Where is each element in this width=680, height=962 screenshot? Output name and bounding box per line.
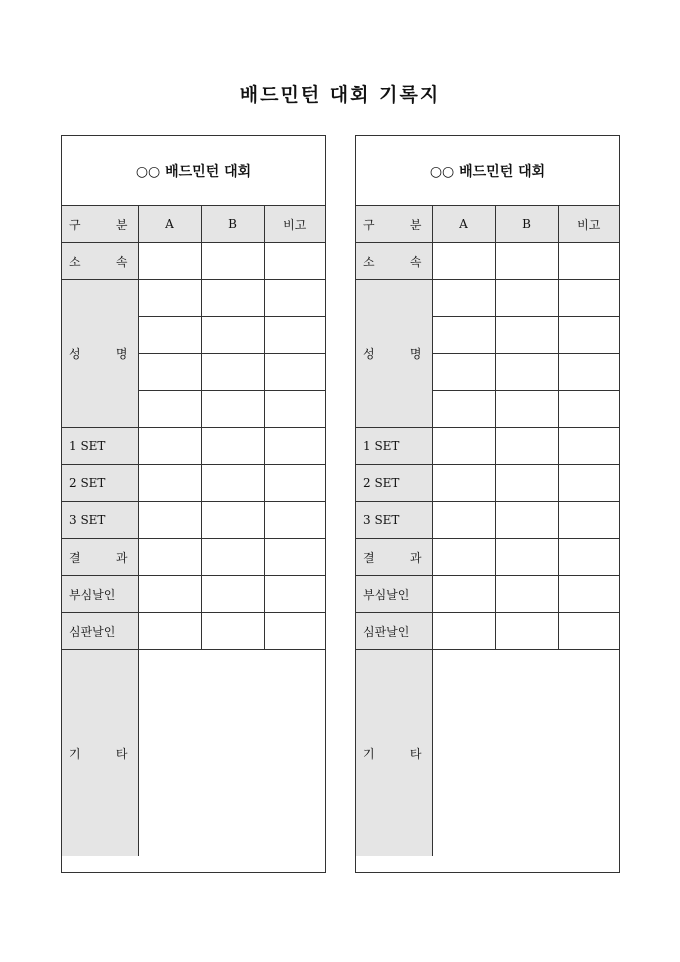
set2-a-cell[interactable] [432,465,495,502]
name-a-cell[interactable] [432,317,495,354]
name-b-cell[interactable] [201,317,264,354]
set2-b-cell[interactable] [495,465,558,502]
name-note-cell[interactable] [264,317,325,354]
name-note-cell[interactable] [558,391,619,428]
name-a-cell[interactable] [138,391,201,428]
result-note-cell[interactable] [558,539,619,576]
result-label: 결 과 [356,539,432,576]
name-b-cell[interactable] [495,354,558,391]
etc-label: 기 타 [62,650,138,857]
name-b-cell[interactable] [495,391,558,428]
set3-b-cell[interactable] [495,502,558,539]
referee-a-cell[interactable] [432,613,495,650]
assistant-referee-b-cell[interactable] [201,576,264,613]
set2-label: 2 SET [62,465,138,502]
set3-a-cell[interactable] [138,502,201,539]
affiliation-label: 소 속 [62,243,138,280]
result-b-cell[interactable] [495,539,558,576]
set1-note-cell[interactable] [264,428,325,465]
set3-note-cell[interactable] [558,502,619,539]
sheet-heading: ○○ 배드민턴 대회 [356,136,619,206]
set2-note-cell[interactable] [264,465,325,502]
name-b-cell[interactable] [201,280,264,317]
note-header: 비고 [264,206,325,243]
name-b-cell[interactable] [201,391,264,428]
affiliation-note-cell[interactable] [264,243,325,280]
name-a-cell[interactable] [432,391,495,428]
assistant-referee-label: 부심날인 [62,576,138,613]
set3-label: 3 SET [62,502,138,539]
record-sheet-right [355,135,620,873]
referee-b-cell[interactable] [495,613,558,650]
name-label: 성 명 [356,280,432,428]
set3-label: 3 SET [356,502,432,539]
affiliation-a-cell[interactable] [138,243,201,280]
name-note-cell[interactable] [264,280,325,317]
set1-a-cell[interactable] [138,428,201,465]
result-a-cell[interactable] [138,539,201,576]
referee-label: 심판날인 [356,613,432,650]
result-label: 결 과 [62,539,138,576]
set2-label: 2 SET [356,465,432,502]
name-a-cell[interactable] [432,354,495,391]
referee-note-cell[interactable] [558,613,619,650]
column-a-header: A [432,206,495,243]
record-sheet-left [61,135,326,873]
set2-note-cell[interactable] [558,465,619,502]
name-b-cell[interactable] [201,354,264,391]
name-note-cell[interactable] [558,317,619,354]
set3-note-cell[interactable] [264,502,325,539]
column-a-header: A [138,206,201,243]
set1-label: 1 SET [62,428,138,465]
affiliation-note-cell[interactable] [558,243,619,280]
name-a-cell[interactable] [138,280,201,317]
name-note-cell[interactable] [264,354,325,391]
etc-cell[interactable] [138,650,325,857]
name-b-cell[interactable] [495,317,558,354]
name-a-cell[interactable] [138,354,201,391]
etc-cell[interactable] [432,650,619,857]
assistant-referee-a-cell[interactable] [432,576,495,613]
assistant-referee-label: 부심날인 [356,576,432,613]
category-header: 구 분 [356,206,432,243]
record-table [356,136,619,856]
set2-b-cell[interactable] [201,465,264,502]
referee-a-cell[interactable] [138,613,201,650]
name-a-cell[interactable] [432,280,495,317]
column-b-header: B [495,206,558,243]
set1-b-cell[interactable] [201,428,264,465]
name-b-cell[interactable] [495,280,558,317]
result-note-cell[interactable] [264,539,325,576]
name-note-cell[interactable] [264,391,325,428]
name-note-cell[interactable] [558,280,619,317]
assistant-referee-b-cell[interactable] [495,576,558,613]
page-title: 배드민턴 대회 기록지 [239,84,441,106]
affiliation-a-cell[interactable] [432,243,495,280]
record-table [62,136,325,856]
result-b-cell[interactable] [201,539,264,576]
set1-b-cell[interactable] [495,428,558,465]
set1-label: 1 SET [356,428,432,465]
result-a-cell[interactable] [432,539,495,576]
set1-note-cell[interactable] [558,428,619,465]
set3-b-cell[interactable] [201,502,264,539]
etc-label: 기 타 [356,650,432,857]
affiliation-b-cell[interactable] [201,243,264,280]
set2-a-cell[interactable] [138,465,201,502]
assistant-referee-a-cell[interactable] [138,576,201,613]
affiliation-b-cell[interactable] [495,243,558,280]
name-note-cell[interactable] [558,354,619,391]
referee-label: 심판날인 [62,613,138,650]
affiliation-label: 소 속 [356,243,432,280]
name-a-cell[interactable] [138,317,201,354]
column-b-header: B [201,206,264,243]
set1-a-cell[interactable] [432,428,495,465]
name-label: 성 명 [62,280,138,428]
sheet-heading: ○○ 배드민턴 대회 [62,136,325,206]
category-header: 구 분 [62,206,138,243]
set3-a-cell[interactable] [432,502,495,539]
assistant-referee-note-cell[interactable] [264,576,325,613]
note-header: 비고 [558,206,619,243]
referee-note-cell[interactable] [264,613,325,650]
assistant-referee-note-cell[interactable] [558,576,619,613]
referee-b-cell[interactable] [201,613,264,650]
